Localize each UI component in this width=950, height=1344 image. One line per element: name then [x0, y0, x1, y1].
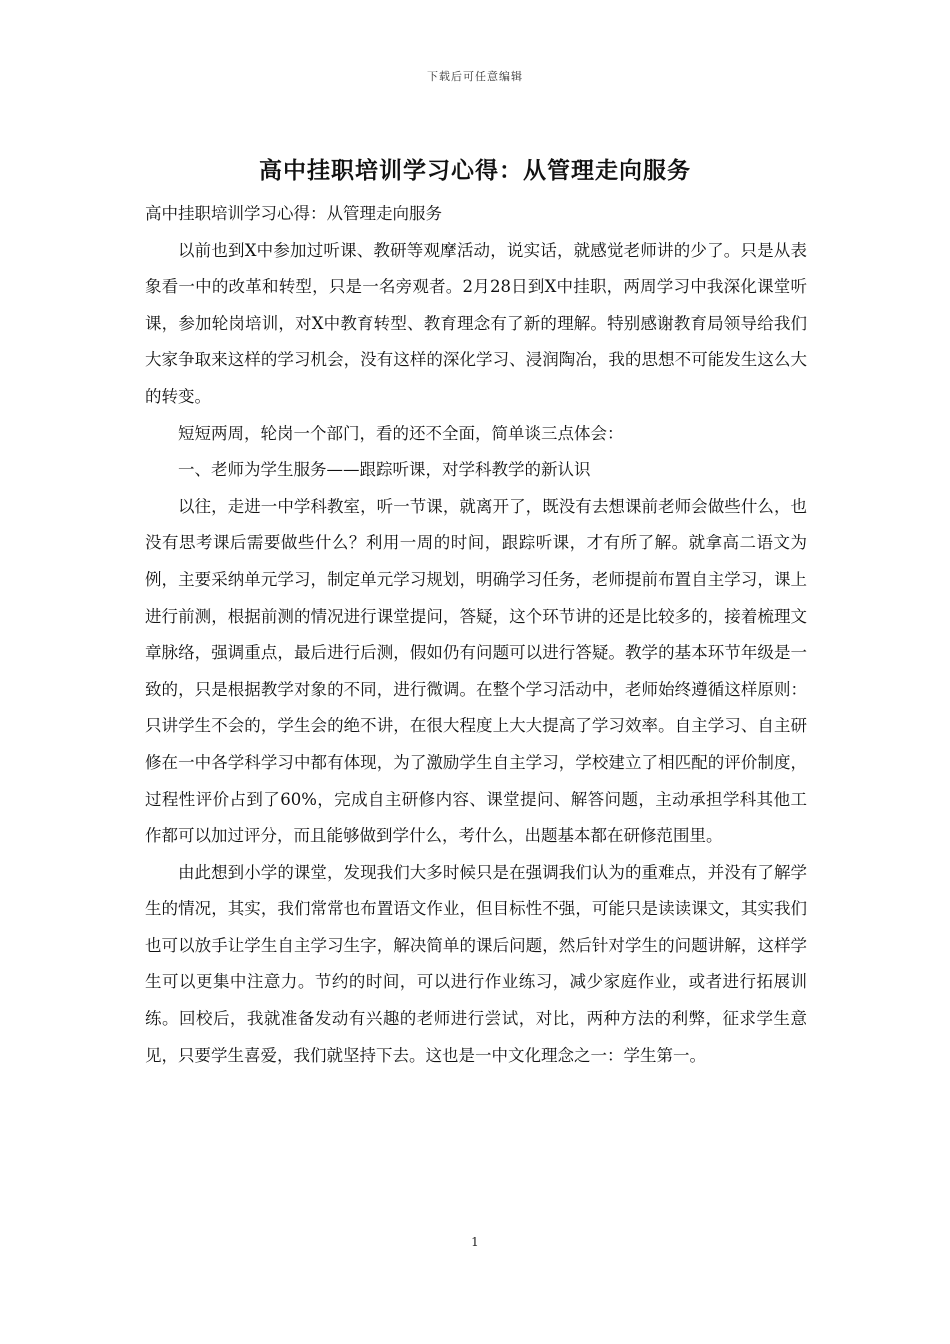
section-heading-1: 一、老师为学生服务——跟踪听课，对学科教学的新认识 — [178, 460, 591, 480]
paragraph-intro: 以前也到X中参加过听课、教研等观摩活动，说实话，就感觉老师讲的少了。只是从表象看一中的改革和转型，只是一名旁观者。2月28日到X中挂职，两周学习中我深化课堂听课，参加轮岗培训，对X中教育转型、教育理念有了新的理解。特别感谢教育局领导给我们大家争取来这样的学习机会，没有这样的深化学习、浸润陶冶，我的思想不可能发生这么大的转变。 — [145, 240, 807, 406]
document-subtitle: 高中挂职培训学习心得：从管理走向服务 — [145, 204, 442, 223]
document-title: 高中挂职培训学习心得：从管理走向服务 — [259, 157, 691, 184]
page-number: 1 — [471, 1235, 479, 1249]
paragraph-observation: 以往，走进一中学科教室，听一节课，就离开了，既没有去想课前老师会做些什么，也没有思考课后需要做些什么？利用一周的时间，跟踪听课，才有所了解。就拿高二语文为例，主要采纳单元学习，制定单元学习规划，明确学习任务，老师提前布置自主学习，课上进行前测，根据前测的情况进行课堂提问，答疑，这个环节讲的还是比较多的，接着梳理文章脉络，强调重点，最后进行后测，假如仍有问题可以进行答疑。教学的基本环节年级是一致的，只是根据教学对象的不同，进行微调。在整个学习活动中，老师始终遵循这样原则：只讲学生不会的，学生会的绝不讲，在很大程度上大大提高了学习效率。自主学习、自主研修在一中各学科学习中都有体现，为了激励学生自主学习，学校建立了相匹配的评价制度，过程性评价占到了60%，完成自主研修内容、课堂提问、解答问题，主动承担学科其他工作都可以加过评分，而且能够做到学什么，考什么，出题基本都在研修范围里。 — [145, 496, 807, 846]
document-body — [145, 196, 807, 1074]
header-note: 下载后可任意编辑 — [427, 70, 523, 83]
paragraph-summary: 短短两周，轮岗一个部门，看的还不全面，简单谈三点体会： — [178, 423, 624, 443]
paragraph-reflection: 由此想到小学的课堂，发现我们大多时候只是在强调我们认为的重难点，并没有了解学生的情况，其实，我们常常也布置语文作业，但目标性不强，可能只是读读课文，其实我们也可以放手让学生自主学习生字，解决简单的课后问题，然后针对学生的问题讲解，这样学生可以更集中注意力。节约的时间，可以进行作业练习，减少家庭作业，或者进行拓展训练。回校后，我就准备发动有兴趣的老师进行尝试，对比，两种方法的利弊，征求学生意见，只要学生喜爱，我们就坚持下去。这也是一中文化理念之一：学生第一。 — [145, 862, 807, 1065]
